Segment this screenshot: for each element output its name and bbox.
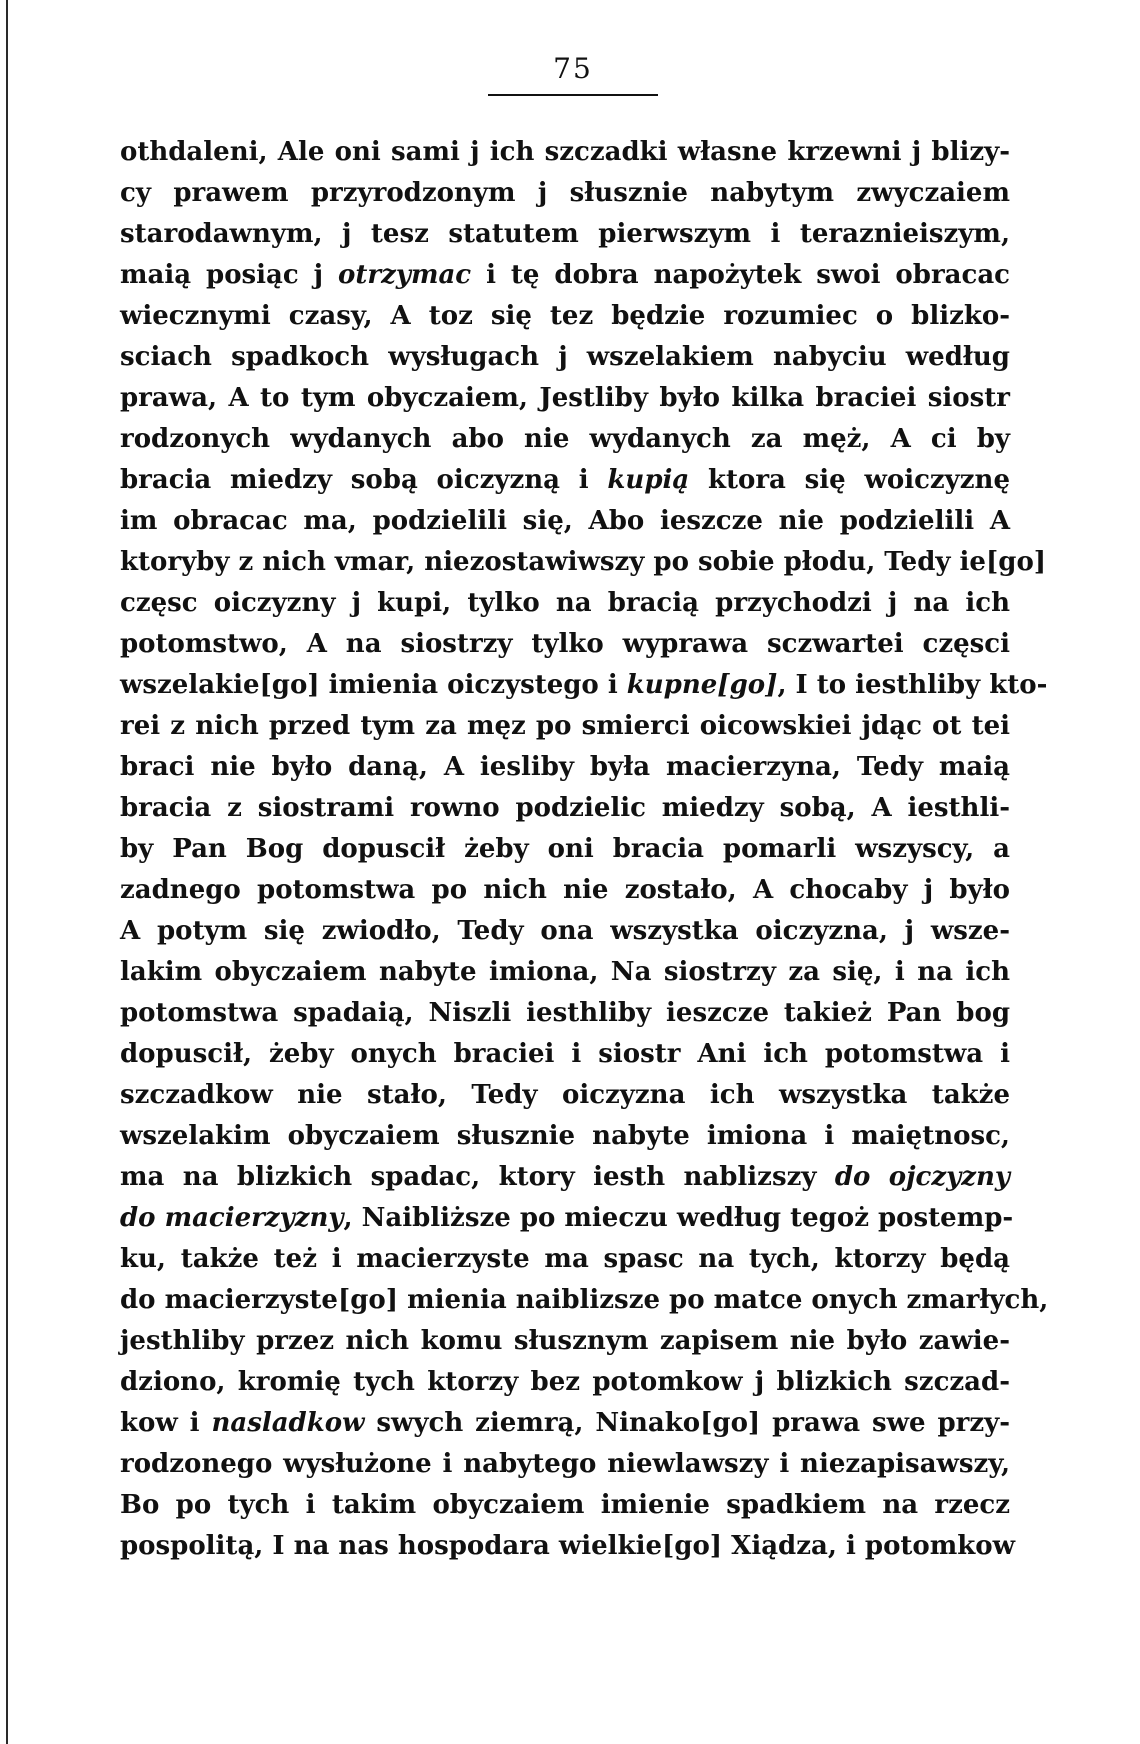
page-number-rule [488, 94, 658, 96]
italic-word: otrzymac [338, 260, 472, 290]
text-line: im obracac ma, podzielili się, Abo ieszcze nie podzielili A [120, 506, 1010, 536]
text-line: jesthliby przez nich komu słusznym zapisem nie było zawie- [120, 1326, 1010, 1356]
text-line: sciach spadkoch wysługach j wszelakiem nabyciu według [120, 342, 1010, 372]
text-line: by Pan Bog dopuscił żeby oni bracia pomarli wszyscy, a [120, 834, 1010, 864]
text-line: rei z nich przed tym za męz po smierci oicowskiei jdąc ot tei [120, 711, 1010, 741]
text-line: othdaleni, Ale oni sami j ich szczadki własne krzewni j blizy- [120, 137, 1010, 167]
text-line: braci nie było daną, A iesliby była macierzyna, Tedy maią [120, 752, 1010, 782]
italic-word: kupią [607, 465, 690, 495]
body-text [120, 132, 1049, 1567]
page-number: 75 [553, 52, 593, 85]
text-line: maią posiąc j otrzymac i tę dobra napożytek swoi obracac [120, 260, 1010, 290]
text-line: częsc oiczyzny j kupi, tylko na bracią przychodzi j na ich [120, 588, 1010, 618]
text-line: do macierzyzny, Naibliższe po mieczu według tegoż postemp- [120, 1203, 1014, 1233]
text-line: szczadkow nie stało, Tedy oiczyzna ich wszystka także [120, 1080, 1010, 1110]
text-line: cy prawem przyrodzonym j słusznie nabytym zwyczaiem [120, 178, 1010, 208]
text-line: potomstwa spadaią, Niszli iesthliby ieszcze takież Pan bog [120, 998, 1010, 1028]
italic-word: do macierzyzny [120, 1203, 344, 1233]
text-line: do macierzyste[go] mienia naiblizsze po matce onych zmarłych, [120, 1285, 1049, 1315]
text-line: Bo po tych i takim obyczaiem imienie spadkiem na rzecz [120, 1490, 1010, 1520]
text-line: rodzonego wysłużone i nabytego niewlawszy i niezapisawszy, [120, 1449, 1010, 1479]
text-line: wiecznymi czasy, A toz się tez będzie rozumiec o blizko- [120, 301, 1010, 331]
text-line: pospolitą, I na nas hospodara wielkie[go] Xiądza, i potomkow [120, 1531, 1016, 1561]
text-line: ktoryby z nich vmar, niezostawiwszy po sobie płodu, Tedy ie[go] [120, 547, 1047, 577]
text-line: starodawnym, j tesz statutem pierwszym i teraznieiszym, [120, 219, 1010, 249]
text-line: potomstwo, A na siostrzy tylko wyprawa sczwartei częsci [120, 629, 1010, 659]
italic-word: nasladkow [211, 1408, 365, 1438]
text-line: ma na blizkich spadac, ktory iesth nablizszy do ojczyzny [120, 1162, 1010, 1192]
text-line: dziono, kromię tych ktorzy bez potomkow j blizkich szczad- [120, 1367, 1010, 1397]
text-line: ku, także też i macierzyste ma spasc na tych, ktorzy będą [120, 1244, 1010, 1274]
text-line: wszelakie[go] imienia oiczystego i kupne[go], I to iesthliby kto- [120, 670, 1048, 700]
italic-word: kupne[go] [626, 670, 778, 700]
text-line: lakim obyczaiem nabyte imiona, Na siostrzy za się, i na ich [120, 957, 1010, 987]
page-edge-line [6, 0, 8, 1744]
text-line: zadnego potomstwa po nich nie zostało, A chocaby j było [120, 875, 1010, 905]
text-line: dopuscił, żeby onych braciei i siostr Ani ich potomstwa i [120, 1039, 1010, 1069]
text-line: bracia miedzy sobą oiczyzną i kupią ktora się woiczyznę [120, 465, 1011, 495]
italic-word: do ojczyzny [834, 1162, 1010, 1192]
text-line: rodzonych wydanych abo nie wydanych za męż, A ci by [120, 424, 1010, 454]
text-line: prawa, A to tym obyczaiem, Jestliby było kilka braciei siostr [120, 383, 1010, 413]
text-line: bracia z siostrami rowno podzielic miedzy sobą, A iesthli- [120, 793, 1010, 823]
text-line: kow i nasladkow swych ziemrą, Ninako[go] prawa swe przy- [120, 1408, 1010, 1438]
text-line: wszelakim obyczaiem słusznie nabyte imiona i maiętnosc, [120, 1121, 1010, 1151]
text-line: A potym się zwiodło, Tedy ona wszystka oiczyzna, j wsze- [120, 916, 1010, 946]
